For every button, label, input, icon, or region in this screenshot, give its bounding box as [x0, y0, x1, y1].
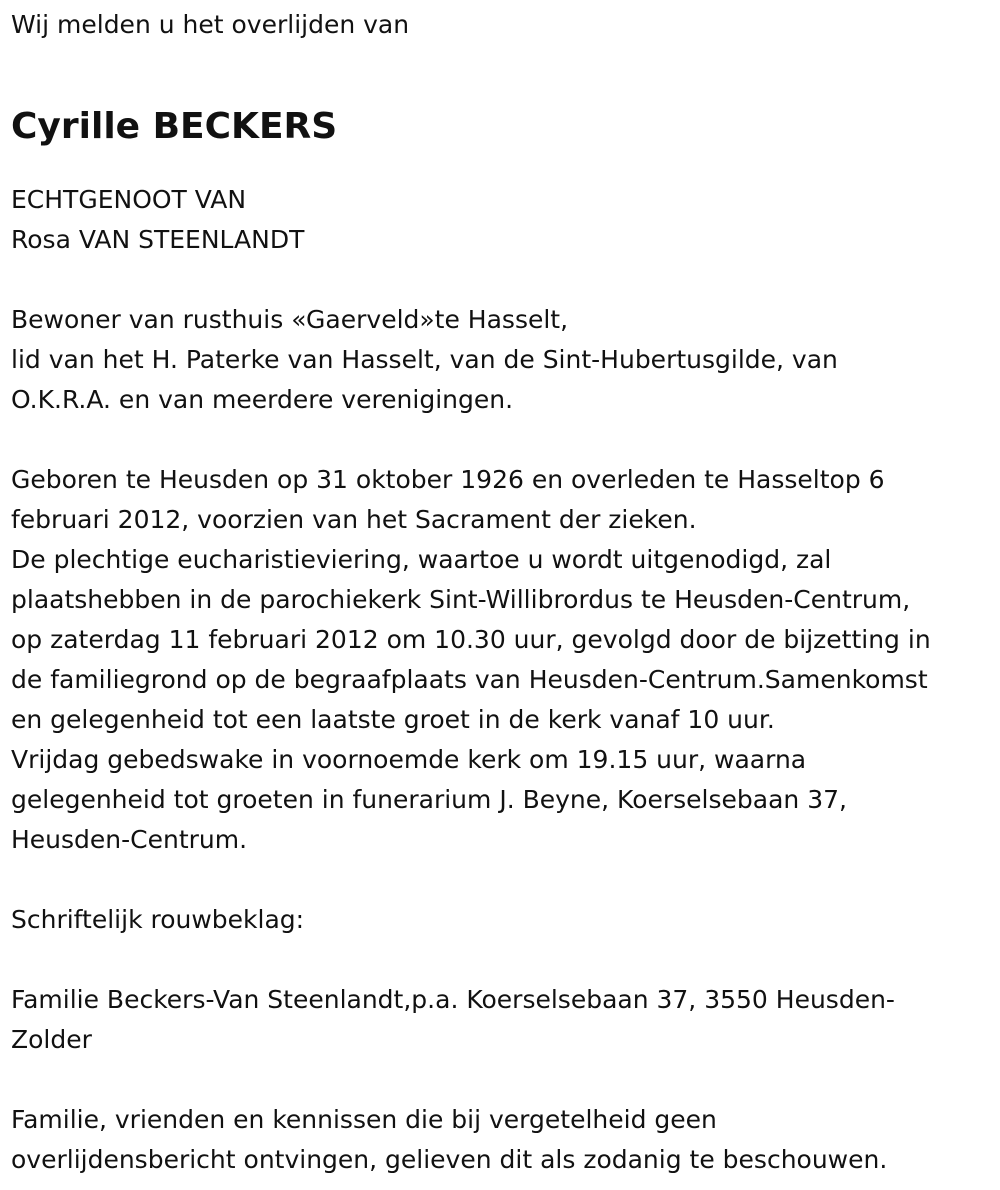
ceremony-paragraph	[11, 460, 991, 860]
spacer	[11, 860, 991, 900]
ceremony-line: Heusden-Centrum.	[11, 825, 248, 854]
ceremony-line: en gelegenheid tot een laatste groet in de kerk vanaf 10 uur.	[11, 705, 775, 734]
ceremony-line: februari 2012, voorzien van het Sacrament der zieken.	[11, 505, 697, 534]
closing-line: overlijdensbericht ontvingen, gelieven dit als zodanig te beschouwen.	[11, 1145, 888, 1174]
spacer	[11, 420, 991, 460]
residence-paragraph	[11, 300, 991, 420]
spacer	[11, 260, 991, 300]
address-line: Familie Beckers-Van Steenlandt,p.a. Koerselsebaan 37, 3550 Heusden-	[11, 985, 895, 1014]
spouse-section	[11, 180, 991, 260]
ceremony-line: De plechtige eucharistieviering, waartoe u wordt uitgenodigd, zal	[11, 545, 832, 574]
closing-paragraph	[11, 1100, 991, 1180]
ceremony-line: gelegenheid tot groeten in funerarium J. Beyne, Koerselsebaan 37,	[11, 785, 847, 814]
condolence-heading: Schriftelijk rouwbeklag:	[11, 905, 305, 934]
residence-line: Bewoner van rusthuis «Gaerveld»te Hasselt,	[11, 305, 569, 334]
ceremony-line: plaatshebben in de parochiekerk Sint-Willibrordus te Heusden-Centrum,	[11, 585, 911, 614]
intro-text: Wij melden u het overlijden van	[11, 10, 410, 39]
death-notice	[11, 5, 991, 1180]
spacer	[11, 940, 991, 980]
ceremony-line: op zaterdag 11 februari 2012 om 10.30 uur, gevolgd door de bijzetting in	[11, 625, 931, 654]
address-line: Zolder	[11, 1025, 92, 1054]
spouse-relation: ECHTGENOOT VAN	[11, 185, 247, 214]
residence-line: lid van het H. Paterke van Hasselt, van de Sint-Hubertusgilde, van	[11, 345, 838, 374]
spouse-name: Rosa VAN STEENLANDT	[11, 225, 305, 254]
deceased-name: Cyrille BECKERS	[11, 106, 338, 147]
ceremony-line: Geboren te Heusden op 31 oktober 1926 en overleden te Hasseltop 6	[11, 465, 885, 494]
closing-line: Familie, vrienden en kennissen die bij vergetelheid geen	[11, 1105, 717, 1134]
address-paragraph	[11, 980, 991, 1060]
spacer	[11, 1060, 991, 1100]
ceremony-line: de familiegrond op de begraafplaats van Heusden-Centrum.Samenkomst	[11, 665, 928, 694]
residence-line: O.K.R.A. en van meerdere verenigingen.	[11, 385, 514, 414]
ceremony-line: Vrijdag gebedswake in voornoemde kerk om 19.15 uur, waarna	[11, 745, 807, 774]
